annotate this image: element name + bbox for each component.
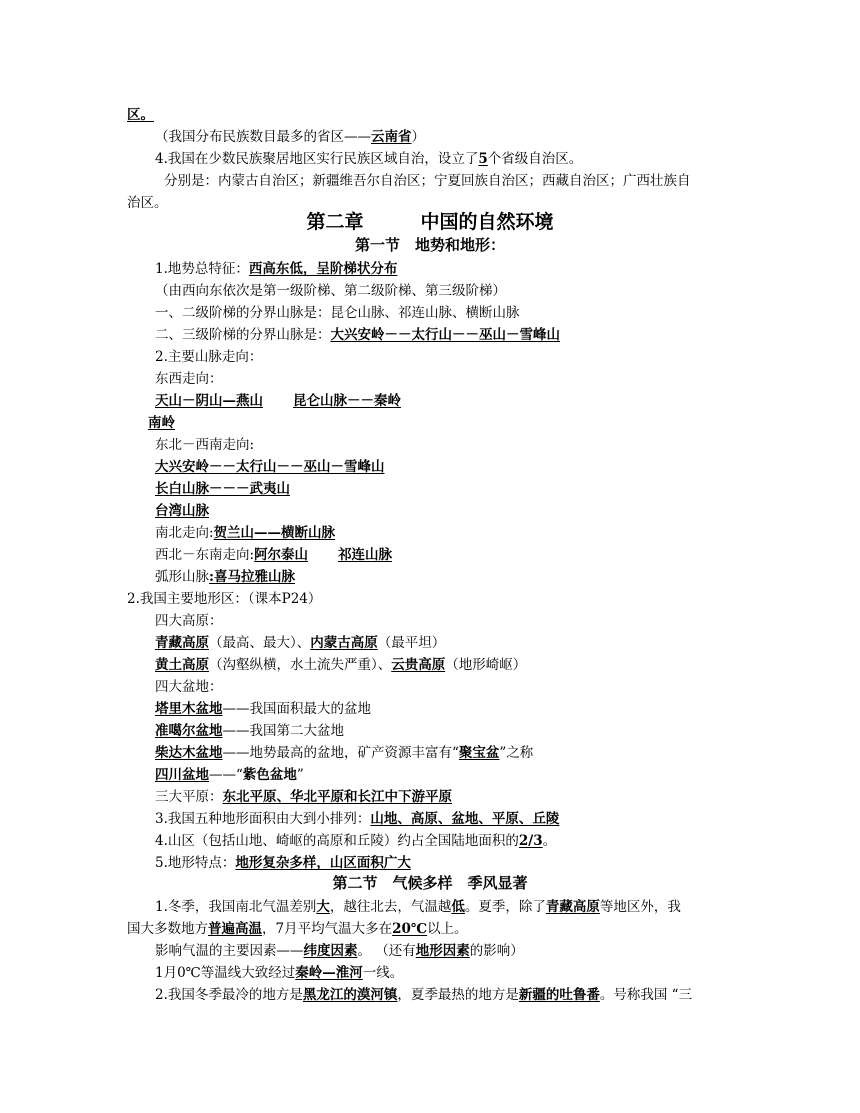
text-run: 二、三级阶梯的分界山脉是： <box>155 327 331 343</box>
text-run: 等地区外，我 <box>599 899 681 915</box>
key-term: 云南省 <box>371 129 412 145</box>
text-line <box>155 786 452 808</box>
key-term: 云贵高原 <box>391 657 446 673</box>
text-run: 。号称我国 “三 <box>599 987 693 1003</box>
text-line <box>155 456 385 478</box>
text-line <box>155 126 425 148</box>
text-run: 3.我国五种地形面积由大到小排列： <box>155 811 371 827</box>
text-line <box>155 280 506 302</box>
text-line <box>155 720 344 742</box>
text-line <box>148 412 175 434</box>
text-line <box>155 984 692 1006</box>
text-run: （由西向东依次是第一级阶梯、第二级阶梯、第三级阶梯） <box>155 283 506 299</box>
text-run: 的影响） <box>469 943 524 959</box>
text-line <box>155 368 223 390</box>
text-run: 2.主要山脉走向： <box>155 349 263 365</box>
key-term: 长白山脉－－－武夷山 <box>155 481 290 497</box>
text-run: 国大多数地方 <box>127 921 208 937</box>
text-line <box>155 676 223 698</box>
text-run: 南北走向: <box>155 525 214 541</box>
key-term: 贺兰山——横断山脉 <box>213 525 336 541</box>
text-run: 个省级自治区。 <box>487 151 583 167</box>
text-run: 治区。 <box>127 195 168 211</box>
text-line <box>127 192 168 214</box>
text-line <box>155 830 556 852</box>
text-run: ——“ <box>209 767 243 783</box>
text-run: 三大平原： <box>155 789 223 805</box>
text-line <box>127 104 154 126</box>
text-run: ——地势最高的盆地，矿产资源丰富有“ <box>222 745 459 761</box>
text-line <box>155 610 223 632</box>
chapter-heading: 第二章 中国的自然环境 <box>306 211 554 233</box>
key-term: 青藏高原 <box>155 635 209 651</box>
text-line <box>155 522 335 544</box>
section-heading-terrain: 第一节 地势和地形： <box>354 236 505 254</box>
text-line <box>155 478 290 500</box>
text-line <box>155 896 681 918</box>
key-term: 内蒙古高原 <box>310 635 378 651</box>
text-run: ，7月平均气温大多在 <box>262 921 393 937</box>
text-run: 影响气温的主要因素—— <box>155 943 304 959</box>
text-line <box>164 170 691 192</box>
key-term: 台湾山脉 <box>155 503 209 519</box>
text-line <box>155 148 582 170</box>
text-line <box>155 764 304 786</box>
text-line <box>127 918 468 940</box>
text-line <box>155 632 445 654</box>
text-line <box>155 434 254 456</box>
text-line <box>155 566 295 588</box>
text-line <box>155 500 209 522</box>
key-term: 青藏高原 <box>545 899 600 915</box>
section-heading-climate: 第二节 气候多样 季风显著 <box>332 874 528 892</box>
key-term: 准噶尔盆地 <box>155 723 223 739</box>
text-line <box>155 808 559 830</box>
text-run: （沟壑纵横，水土流失严重）、 <box>209 657 392 673</box>
key-term: 天山－阴山—燕山 <box>155 393 263 409</box>
key-term: 塔里木盆地 <box>155 701 223 717</box>
text-run: （我国分布民族数目最多的省区—— <box>155 129 371 145</box>
key-term: 大兴安岭－－太行山－－巫山－雪峰山 <box>155 459 385 475</box>
key-term: 20℃ <box>392 921 428 937</box>
text-line <box>155 324 560 346</box>
key-term: :喜马拉雅山脉 <box>209 569 295 585</box>
key-term: 普遍高温 <box>208 921 262 937</box>
text-line <box>155 258 397 280</box>
key-term: 黑龙江的漠河镇 <box>302 987 398 1003</box>
text-run: 1.地势总特征： <box>155 261 249 277</box>
text-run: （最高、最大）、 <box>209 635 311 651</box>
text-run: 分别是：内蒙古自治区；新疆维吾尔自治区；宁夏回族自治区；西藏自治区；广西壮族自 <box>164 173 691 189</box>
key-term: 南岭 <box>148 415 175 431</box>
text-run: 弧形山脉 <box>155 569 209 585</box>
text-line <box>127 588 321 610</box>
text-run: 一线。 <box>362 965 404 981</box>
text-run: ” <box>296 767 304 783</box>
key-term: 祁连山脉 <box>338 547 393 563</box>
text-run: 5.地形特点： <box>155 855 236 871</box>
text-run: 东西走向： <box>155 371 223 387</box>
text-run: 紫色盆地 <box>242 767 297 783</box>
key-term: 昆仑山脉－－秦岭 <box>293 393 401 409</box>
text-run: 西北－东南走向: <box>155 547 255 563</box>
text-run: 。 <box>542 833 557 849</box>
text-run: 四大高原： <box>155 613 223 629</box>
key-term: 地形复杂多样，山区面积广大 <box>235 855 411 871</box>
key-term: 纬度因素 <box>303 943 358 959</box>
text-run: 1月0℃等温线大致经过 <box>155 965 296 981</box>
text-run: ，夏季最热的地方是 <box>397 987 519 1003</box>
text-run: 四大盆地： <box>155 679 223 695</box>
key-term: 低 <box>451 899 465 915</box>
text-line <box>155 698 371 720</box>
text-line <box>155 544 392 566</box>
text-run: （最平坦） <box>377 635 446 651</box>
text-run: 4.山区（包括山地、崎岖的高原和丘陵）约占全国陆地面积的 <box>155 833 519 849</box>
text-run: ） <box>411 129 425 145</box>
key-term: 阿尔泰山 <box>254 547 309 563</box>
text-run: 4.我国在少数民族聚居地区实行民族区域自治，设立了 <box>155 151 479 167</box>
key-term: 大兴安岭－－太行山－－巫山－雪峰山 <box>330 327 560 343</box>
text-run: 一、二级阶梯的分界山脉是：昆仑山脉、祁连山脉、横断山脉 <box>155 305 520 321</box>
text-run: （地形崎岖） <box>445 657 527 673</box>
key-term: 西高东低，呈阶梯状分布 <box>248 261 398 277</box>
text-run: 1.冬季，我国南北气温差别 <box>155 899 317 915</box>
key-term: 5 <box>478 151 488 167</box>
text-run: 2.我国主要地形区：（课本P24） <box>127 591 322 607</box>
key-term: 黄土高原 <box>155 657 209 673</box>
text-run: 东北－西南走向: <box>155 437 255 453</box>
key-term: 山地、高原、盆地、平原、丘陵 <box>370 811 560 827</box>
text-line <box>155 742 533 764</box>
text-line <box>155 962 403 984</box>
key-term: 地形因素 <box>415 943 470 959</box>
text-run: ”之称 <box>499 745 534 761</box>
text-run: 以上。 <box>427 921 468 937</box>
key-term: 2/3 <box>518 833 543 849</box>
text-run: 。夏季，除了 <box>464 899 546 915</box>
text-line <box>155 654 526 676</box>
text-run: ，越往北去，气温越 <box>329 899 452 915</box>
key-term: 新疆的吐鲁番 <box>518 987 600 1003</box>
key-term: 区。 <box>127 107 154 123</box>
key-term: 东北平原、华北平原和长江中下游平原 <box>222 789 452 805</box>
key-term: 大 <box>316 899 330 915</box>
text-run: 。 （还有 <box>357 943 416 959</box>
key-term: 柴达木盆地 <box>155 745 223 761</box>
text-run: ——我国第二大盆地 <box>222 723 344 739</box>
text-line <box>155 940 524 962</box>
text-run: 2.我国冬季最冷的地方是 <box>155 987 303 1003</box>
text-line <box>155 346 262 368</box>
key-term: 秦岭—淮河 <box>295 965 363 981</box>
text-line <box>155 390 401 412</box>
text-line <box>155 852 411 874</box>
text-line <box>155 302 520 324</box>
key-term: 四川盆地 <box>155 767 209 783</box>
key-term: 聚宝盆 <box>458 745 500 761</box>
text-run: ——我国面积最大的盆地 <box>222 701 371 717</box>
